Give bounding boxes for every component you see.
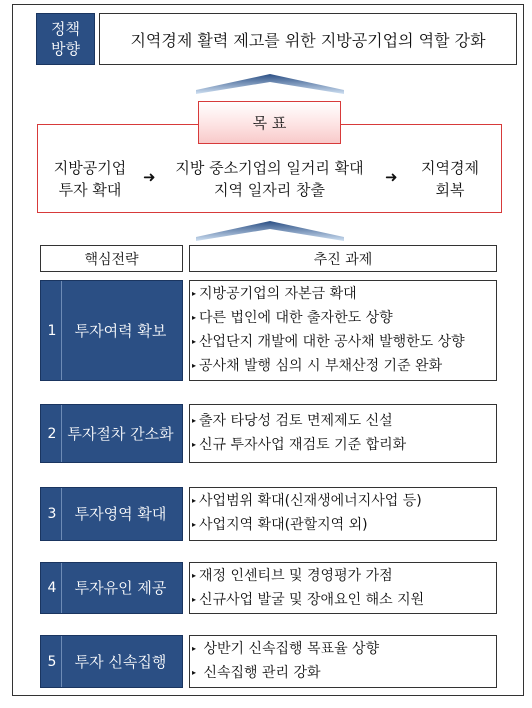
cell-divider bbox=[61, 636, 62, 687]
task-list bbox=[189, 404, 497, 463]
bullet-icon: ▸ bbox=[192, 595, 197, 604]
task-item: ▸ 상반기 신속집행 목표율 상향 bbox=[192, 641, 380, 657]
bullet-icon: ▸ bbox=[192, 289, 197, 298]
header-strategy: 핵심전략 bbox=[40, 245, 183, 272]
task-list bbox=[189, 280, 497, 381]
goal-item-investment: 지방공기업 투자 확대 bbox=[53, 159, 127, 199]
task-list bbox=[189, 487, 497, 541]
bullet-icon: ▸ bbox=[192, 496, 197, 505]
goal-item-recovery: 지역경제 회복 bbox=[421, 159, 479, 199]
cell-divider bbox=[61, 281, 62, 380]
cell-divider bbox=[61, 488, 62, 540]
task-item: ▸ 지방공기업의 자본금 확대 bbox=[192, 286, 357, 302]
policy-tag: 정책 방향 bbox=[36, 13, 95, 65]
bullet-icon: ▸ bbox=[192, 644, 197, 653]
task-item: ▸ 산업단지 개발에 대한 공사채 발행한도 상향 bbox=[192, 334, 465, 350]
policy-text: 지역경제 활력 제고를 위한 지방공기업의 역할 강화 bbox=[99, 13, 517, 65]
chevron-up-icon bbox=[196, 219, 344, 241]
arrow-right-icon: ➜ bbox=[385, 168, 398, 186]
bullet-icon: ▸ bbox=[192, 313, 197, 322]
strategy-cell bbox=[40, 487, 183, 541]
bullet-icon: ▸ bbox=[192, 337, 197, 346]
cell-divider bbox=[61, 563, 62, 613]
cell-divider bbox=[61, 405, 62, 462]
arrow-right-icon: ➜ bbox=[143, 168, 156, 186]
bullet-icon: ▸ bbox=[192, 520, 197, 529]
strategy-number: 3 bbox=[47, 506, 57, 522]
bullet-icon: ▸ bbox=[192, 440, 197, 449]
task-item: ▸ 신규 투자사업 재검토 기준 합리화 bbox=[192, 437, 407, 453]
goal-item-jobs: 지방 중소기업의 일거리 확대 지역 일자리 창출 bbox=[175, 159, 364, 199]
strategy-cell bbox=[40, 280, 183, 381]
strategy-number: 2 bbox=[47, 425, 57, 442]
task-list bbox=[189, 562, 497, 614]
strategy-label: 투자유인 제공 bbox=[74, 579, 167, 597]
bullet-icon: ▸ bbox=[192, 416, 197, 425]
strategy-label: 투자여력 확보 bbox=[74, 321, 167, 340]
goal-title: 목 표 bbox=[198, 101, 341, 144]
task-item: ▸ 사업범위 확대(신재생에너지사업 등) bbox=[192, 493, 422, 509]
strategy-label: 투자영역 확대 bbox=[74, 505, 167, 523]
strategy-label: 투자 신속집행 bbox=[74, 652, 167, 671]
strategy-number: 5 bbox=[47, 653, 57, 670]
task-item: ▸ 신속집행 관리 강화 bbox=[192, 665, 321, 681]
chevron-up-icon bbox=[196, 72, 344, 94]
strategy-cell bbox=[40, 404, 183, 463]
task-item: ▸ 재정 인센티브 및 경영평가 가점 bbox=[192, 568, 393, 584]
strategy-cell bbox=[40, 635, 183, 688]
strategy-label: 투자절차 간소화 bbox=[67, 424, 174, 443]
task-list bbox=[189, 635, 497, 688]
bullet-icon: ▸ bbox=[192, 361, 197, 370]
task-item: ▸ 사업지역 확대(관할지역 외) bbox=[192, 517, 368, 533]
strategy-number: 1 bbox=[47, 322, 57, 339]
bullet-icon: ▸ bbox=[192, 571, 197, 580]
strategy-cell bbox=[40, 562, 183, 614]
bullet-icon: ▸ bbox=[192, 668, 197, 677]
task-item: ▸ 공사채 발행 심의 시 부채산정 기준 완화 bbox=[192, 358, 443, 374]
header-tasks: 추진 과제 bbox=[189, 245, 497, 272]
task-item: ▸ 출자 타당성 검토 면제제도 신설 bbox=[192, 413, 393, 429]
strategy-number: 4 bbox=[47, 580, 57, 596]
task-item: ▸ 신규사업 발굴 및 장애요인 해소 지원 bbox=[192, 592, 425, 608]
task-item: ▸ 다른 법인에 대한 출자한도 상향 bbox=[192, 310, 393, 326]
